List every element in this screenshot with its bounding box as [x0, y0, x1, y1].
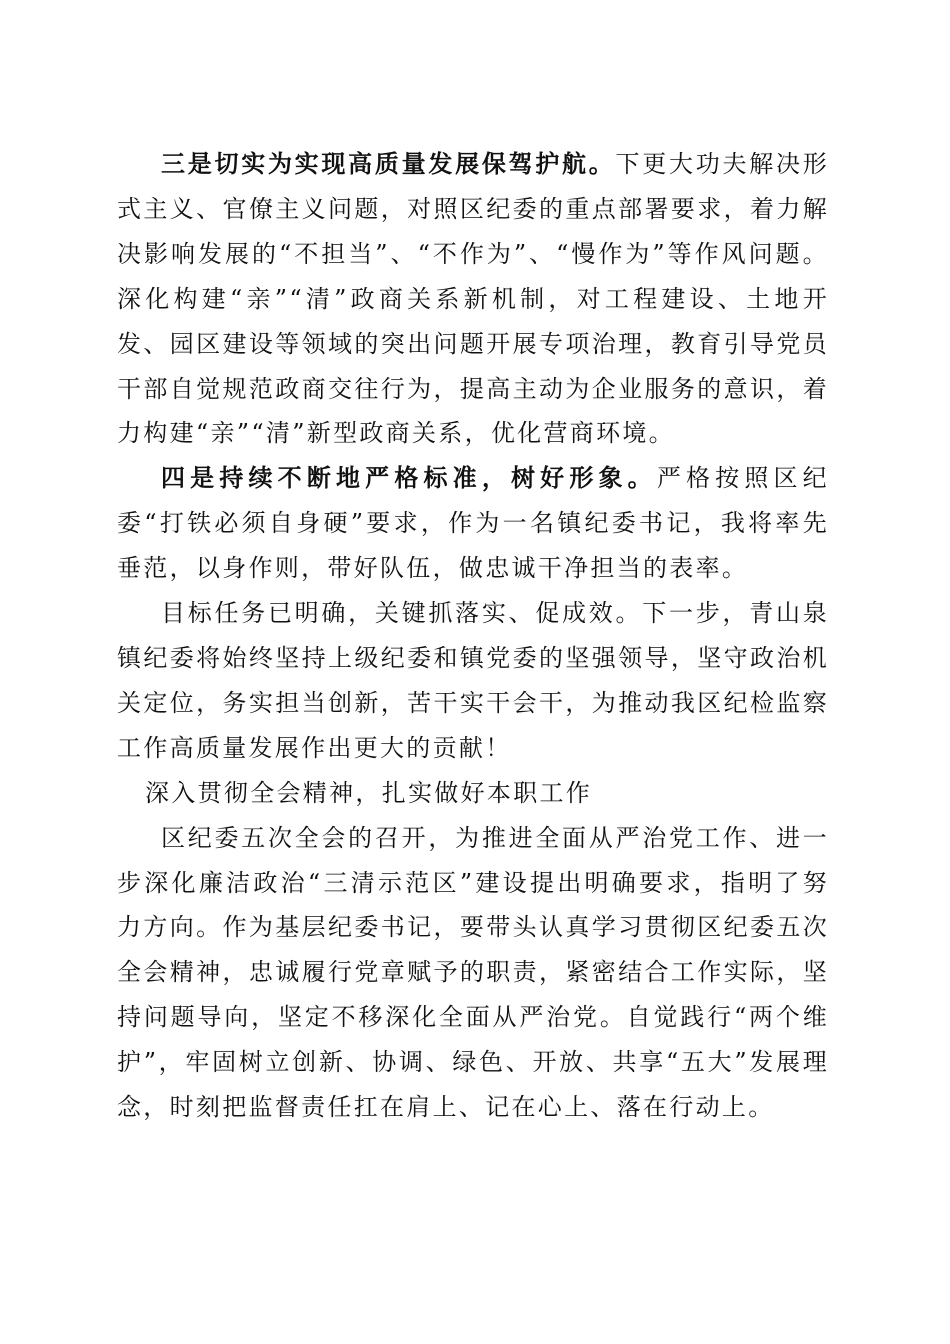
section-heading: 深入贯彻全会精神，扎实做好本职工作	[145, 778, 593, 807]
paragraph-text: 严格按照区纪委“打铁必须自身硬”要求，作为一名镇纪委书记，我将率先垂范，以身作则，带好队伍，做忠诚干净担当的表率。	[117, 464, 829, 583]
paragraph-three	[117, 142, 829, 456]
paragraph-text: 目标任务已明确，关键抓落实、促成效。下一步，青山泉镇纪委将始终坚持上级纪委和镇党委的坚强领导，坚守政治机关定位，务实担当创新，苦干实干会干，为推动我区纪检监察工作高质量发展作出更大的贡献！	[117, 599, 829, 762]
paragraph-lead: 四是持续不断地严格标准，树好形象。	[161, 463, 657, 493]
paragraph-text: 下更大功夫解决形式主义、官僚主义问题，对照区纪委的重点部署要求，着力解决影响发展的“不担当”、“不作为”、“慢作为”等作风问题。深化构建“亲”“清”政商关系新机制，对工程建设、土地开发、园区建设等领域的突出问题开展专项治理，教育引导党员干部自觉规范政商交往行为，提高主动为企业服务的意识，着力构建“亲”“清”新型政商关系，优化营商环境。	[117, 150, 829, 448]
paragraph-closing: 区纪委五次全会的召开，为推进全面从严治党工作、进一步深化廉洁政治“三清示范区”建设提出明确要求，指明了努力方向。作为基层纪委书记，要带头认真学习贯彻区纪委五次全会精神，忠诚履行党章赋予的职责，紧密结合工作实际，坚持问题导向，坚定不移深化全面从严治党。自觉践行“两个维护”，牢固树立创新、协调、绿色、开放、共享“五大”发展理念，时刻把监督责任扛在肩上、记在心上、落在行动上。	[117, 823, 829, 1122]
paragraph-goal	[117, 591, 829, 771]
paragraph-lead: 三是切实为实现高质量发展保驾护航。	[161, 149, 616, 178]
document-body	[117, 142, 829, 1130]
paragraph-four	[117, 456, 829, 591]
